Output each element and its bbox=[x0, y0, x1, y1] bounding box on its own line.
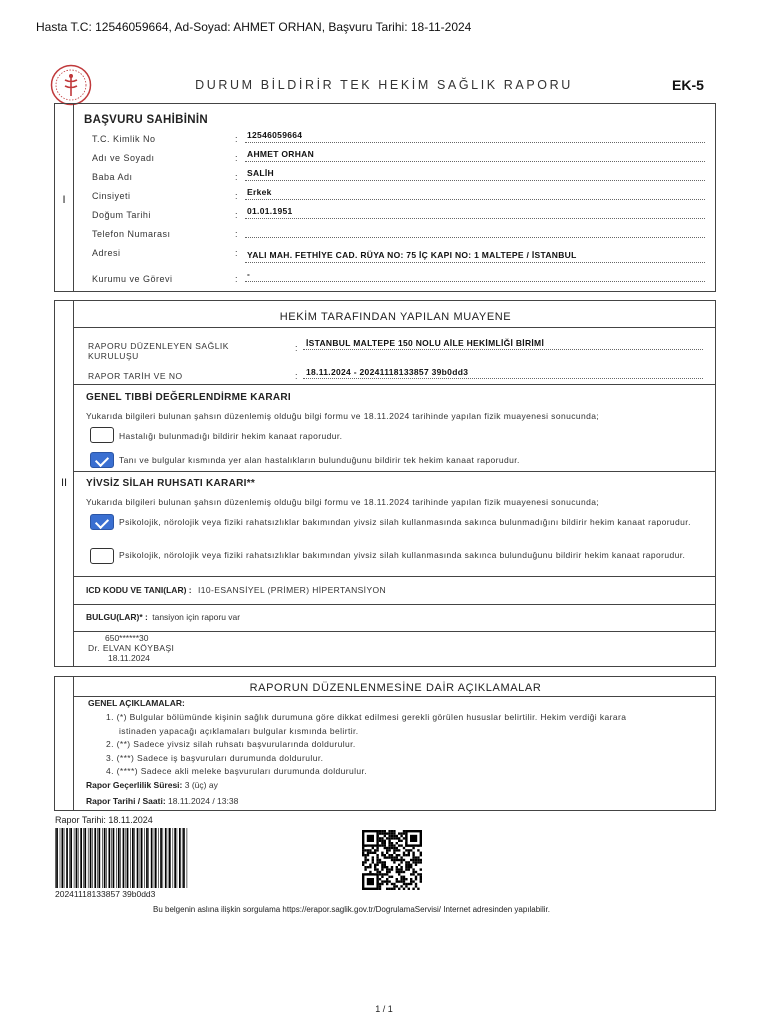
doctor-name: Dr. ELVAN KÖYBAŞI bbox=[88, 643, 175, 653]
field-value-name: AHMET ORHAN bbox=[247, 149, 315, 159]
silah-intro: Yukarıda bilgileri bulunan şahsın düzenlemiş olduğu bilgi formu ve 18.11.2024 tarihinde yapılan fizik muayenesi sonucunda; bbox=[86, 497, 600, 507]
field-label-address: Adresi bbox=[92, 248, 121, 258]
qr-code bbox=[362, 830, 422, 890]
genel-intro: Yukarıda bilgileri bulunan şahsın düzenlemiş olduğu bilgi formu ve 18.11.2024 tarihinde yapılan fizik muayenesi sonucunda; bbox=[86, 411, 600, 421]
silah-option-1-checkbox[interactable] bbox=[90, 514, 114, 530]
footer-report-date: Rapor Tarihi: 18.11.2024 bbox=[55, 815, 153, 825]
section-number-2: II bbox=[60, 477, 68, 489]
page-number: 1 / 1 bbox=[375, 1004, 393, 1014]
doctor-code: 650******30 bbox=[105, 633, 149, 643]
validity-row bbox=[86, 780, 218, 790]
field-label-father: Baba Adı bbox=[92, 172, 133, 182]
field-label-name: Adı ve Soyadı bbox=[92, 153, 155, 163]
genel-aciklamalar-label: GENEL AÇIKLAMALAR: bbox=[88, 698, 185, 708]
explanations-heading: RAPORUN DÜZENLENMESİNE DAİR AÇIKLAMALAR bbox=[249, 682, 542, 694]
datetime-row bbox=[86, 796, 238, 806]
field-value-tc: 12546059664 bbox=[247, 130, 303, 140]
explanation-item-3: 3. (***) Sadece iş başvuruları durumunda doldurulur. bbox=[106, 753, 324, 763]
field-label-gender: Cinsiyeti bbox=[92, 191, 131, 201]
field-label-phone: Telefon Numarası bbox=[92, 229, 171, 239]
silah-option-2-label: Psikolojik, nörolojik veya fiziki rahatsızlıklar bakımından yivsiz silah kullanmasında sakınca bulunduğunu bildirir hekim kanaat raporudur. bbox=[119, 550, 686, 560]
genel-option-2-checkbox[interactable] bbox=[90, 452, 114, 468]
field-value-address: YALI MAH. FETHİYE CAD. RÜYA NO: 75 İÇ KAPI NO: 1 MALTEPE / İSTANBUL bbox=[247, 250, 577, 260]
explanation-item-1b: istinaden yapacağı açıklamaları bulgular kısmında belirtir. bbox=[119, 726, 359, 736]
silah-heading: YİVSİZ SİLAH RUHSATI KARARI** bbox=[86, 478, 256, 489]
field-value-institution: - bbox=[247, 269, 251, 279]
field-label-tc: T.C. Kimlik No bbox=[92, 134, 156, 144]
section-applicant: I BAŞVURU SAHİBİNİN T.C. Kimlik No : 12546059664 Adı ve Soyadı : AHMET ORHAN Baba Adı : SALİH Cinsiyeti : Erkek Doğum Tarihi : 01.01.1951 Telefon Numarası : Adresi : YALI MAH. FETHİYE CAD. RÜYA NO: 75 İÇ KAPI NO: 1 MALTEPE / İSTANBUL Kurumu ve Görevi : - bbox=[54, 103, 716, 292]
applicant-heading: BAŞVURU SAHİBİNİN bbox=[84, 114, 208, 126]
silah-option-1-label: Psikolojik, nörolojik veya fiziki rahatsızlıklar bakımından yivsiz silah kullanmasında sakınca bulunmadığını bildirir hekim kanaat raporudur. bbox=[119, 517, 691, 527]
barcode-text: 20241118133857 39b0dd3 bbox=[55, 889, 156, 899]
bulgu-label: BULGU(LAR)* : bbox=[86, 612, 148, 622]
patient-header-line: Hasta T.C: 12546059664, Ad-Soyad: AHMET ORHAN, Başvuru Tarihi: 18-11-2024 bbox=[36, 20, 472, 34]
doctor-date: 18.11.2024 bbox=[108, 653, 150, 663]
silah-option-2-checkbox[interactable] bbox=[90, 548, 114, 564]
org-label: RAPORU DÜZENLEYEN SAĞLIK KURULUŞU bbox=[88, 341, 229, 361]
field-value-gender: Erkek bbox=[247, 187, 272, 197]
report-date-value: 18.11.2024 - 20241118133857 39b0dd3 bbox=[306, 367, 469, 377]
org-value: İSTANBUL MALTEPE 150 NOLU AİLE HEKİMLİĞİ BİRİMİ bbox=[306, 338, 545, 348]
field-value-father: SALİH bbox=[247, 168, 274, 178]
genel-option-1-checkbox[interactable] bbox=[90, 427, 114, 443]
form-code: EK-5 bbox=[672, 77, 704, 93]
section-number: I bbox=[62, 194, 66, 206]
genel-option-1-label: Hastalığı bulunmadığı bildirir hekim kanaat raporudur. bbox=[119, 431, 343, 441]
field-label-institution: Kurumu ve Görevi bbox=[92, 274, 173, 284]
validity-value: 3 (üç) ay bbox=[184, 780, 218, 790]
field-value-birthdate: 01.01.1951 bbox=[247, 206, 293, 216]
section-examination: II HEKİM TARAFINDAN YAPILAN MUAYENE RAPORU DÜZENLEYEN SAĞLIK KURULUŞU : İSTANBUL MALTEPE 150 NOLU AİLE HEKİMLİĞİ BİRİMİ RAPOR TARİH VE NO : 18.11.2024 - 20241118133857 39b0dd3 GENEL TIBBİ DEĞERLENDİRME KARARI Yukarıda bilgileri bulunan şahsın düzenlemiş olduğu bilgi formu ve 18.11.2024 tarihinde yapılan fizik muayenesi sonucunda; Hastalığı bulunmadığı bildirir hekim kanaat raporudur. Tanı ve bulgular kısmında yer alan hastalıkların bulunduğunu bildirir tek hekim kanaat raporudur. YİVSİZ SİLAH RUHSATI KARARI** Yukarıda bilgileri bulunan şahsın düzenlemiş olduğu bilgi formu ve 18.11.2024 tarihinde yapılan fizik muayenesi sonucunda; Psikolojik, nörolojik veya fiziki rahatsızlıklar bakımından yivsiz silah kullanmasında sakınca bulunmadığını bildirir hekim kanaat raporudur. Psikolojik, nörolojik veya fiziki rahatsızlıklar bakımından yivsiz silah kullanmasında sakınca bulunduğunu bildirir hekim kanaat raporudur. ICD KODU VE TANI(LAR) : I10-ESANSİYEL (PRİMER) HİPERTANSİYON BULGU(LAR)* : tansiyon için raporu var 650******30 Dr. ELVAN KÖYBAŞI 18.11.2024 bbox=[54, 300, 716, 667]
barcode-image bbox=[55, 828, 190, 888]
verification-note: Bu belgenin aslına ilişkin sorgulama https://erapor.saglik.gov.tr/DogrulamaServisi/ Internet adresinden yapılabilir. bbox=[153, 905, 550, 914]
bulgu-value: tansiyon için raporu var bbox=[152, 612, 241, 622]
icd-label: ICD KODU VE TANI(LAR) : bbox=[86, 585, 192, 595]
explanation-item-1: 1. (*) Bulgular bölümünde kişinin sağlık durumuna göre dikkat edilmesi gerekli görülen hususlar belirtilir. Hekim verdiği karara bbox=[106, 712, 627, 722]
section-explanations bbox=[54, 676, 716, 811]
genel-option-2-label: Tanı ve bulgular kısmında yer alan hastalıkların bulunduğunu bildirir tek hekim kanaat raporudur. bbox=[119, 455, 520, 465]
validity-label: Rapor Geçerlilik Süresi: bbox=[86, 780, 183, 790]
explanation-item-2: 2. (**) Sadece yivsiz silah ruhsatı başvurularında doldurulur. bbox=[106, 739, 356, 749]
bulgu-row bbox=[86, 612, 240, 622]
field-label-birthdate: Doğum Tarihi bbox=[92, 210, 151, 220]
datetime-label: Rapor Tarihi / Saati: bbox=[86, 796, 166, 806]
examination-heading: HEKİM TARAFINDAN YAPILAN MUAYENE bbox=[279, 311, 512, 323]
report-date-label: RAPOR TARİH VE NO bbox=[88, 371, 183, 381]
icd-value: I10-ESANSİYEL (PRİMER) HİPERTANSİYON bbox=[198, 585, 387, 595]
explanation-item-4: 4. (****) Sadece akli meleke başvuruları durumunda doldurulur. bbox=[106, 766, 368, 776]
genel-heading: GENEL TIBBİ DEĞERLENDİRME KARARI bbox=[86, 392, 291, 403]
datetime-value: 18.11.2024 / 13:38 bbox=[168, 796, 239, 806]
document-title: DURUM BİLDİRİR TEK HEKİM SAĞLIK RAPORU bbox=[195, 78, 573, 92]
icd-row bbox=[86, 585, 386, 595]
